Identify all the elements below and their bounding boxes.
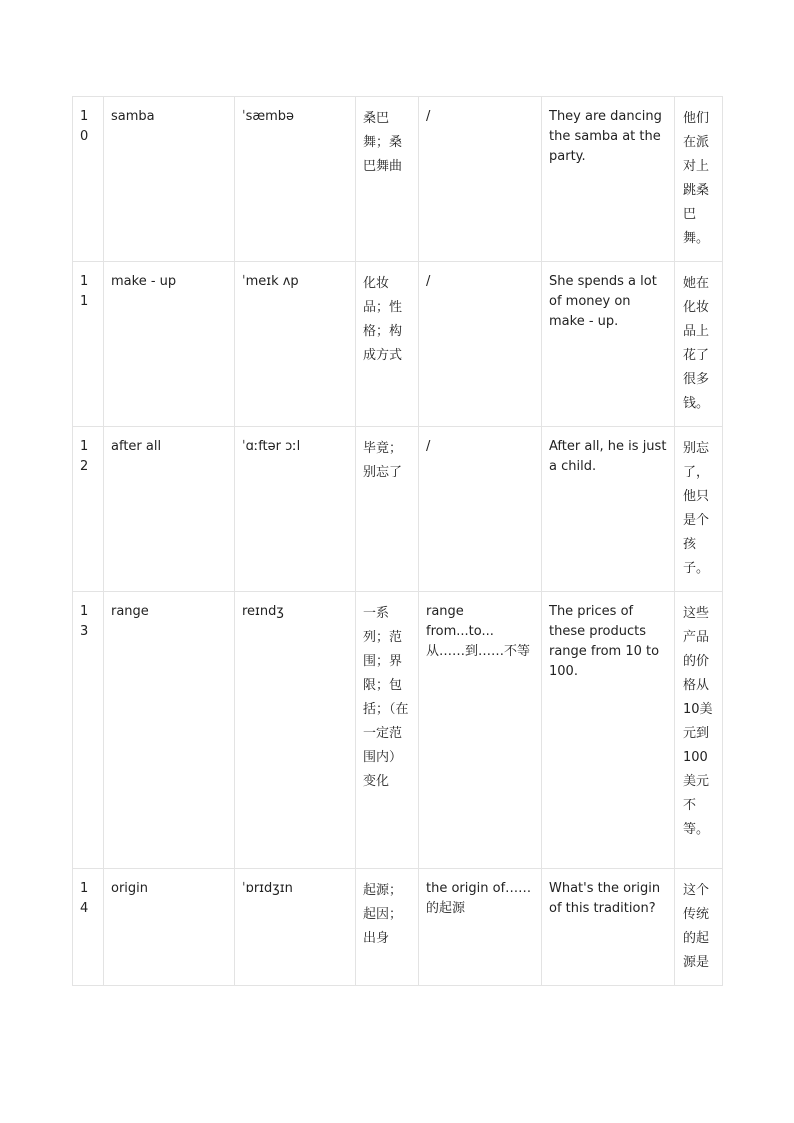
vocabulary-table bbox=[72, 96, 723, 986]
meaning-cell: 毕竟；别忘了 bbox=[356, 427, 419, 592]
phrase-cell: the origin of…… 的起源 bbox=[419, 869, 542, 986]
translation-cell: 这个传统的起源是 bbox=[675, 869, 723, 986]
phonetic-cell: ˈɑːftər ɔːl bbox=[235, 427, 356, 592]
phonetic-cell: ˈɒrɪdʒɪn bbox=[235, 869, 356, 986]
table-row bbox=[73, 869, 723, 986]
word-cell: origin bbox=[104, 869, 235, 986]
row-number: 14 bbox=[73, 869, 104, 986]
row-number: 13 bbox=[73, 592, 104, 869]
phrase-cell: / bbox=[419, 262, 542, 427]
word-cell: range bbox=[104, 592, 235, 869]
phrase-cell: / bbox=[419, 427, 542, 592]
phonetic-cell: ˈsæmbə bbox=[235, 97, 356, 262]
example-cell: What's the origin of this tradition? bbox=[542, 869, 675, 986]
row-number: 11 bbox=[73, 262, 104, 427]
table-row bbox=[73, 262, 723, 427]
translation-cell: 他们在派对上跳桑巴舞。 bbox=[675, 97, 723, 262]
meaning-cell: 化妆品；性格；构成方式 bbox=[356, 262, 419, 427]
meaning-cell: 一系列；范围；界限；包括；（在一定范围内）变化 bbox=[356, 592, 419, 869]
word-cell: after all bbox=[104, 427, 235, 592]
word-cell: samba bbox=[104, 97, 235, 262]
word-cell: make - up bbox=[104, 262, 235, 427]
table-row bbox=[73, 427, 723, 592]
phonetic-cell: reɪndʒ bbox=[235, 592, 356, 869]
phrase-cell: range from...to... 从……到……不等 bbox=[419, 592, 542, 869]
example-cell: After all, he is just a child. bbox=[542, 427, 675, 592]
translation-cell: 这些产品的价格从10美元到100美元不等。 bbox=[675, 592, 723, 869]
example-cell: They are dancing the samba at the party. bbox=[542, 97, 675, 262]
row-number: 12 bbox=[73, 427, 104, 592]
meaning-cell: 桑巴舞；桑巴舞曲 bbox=[356, 97, 419, 262]
example-cell: She spends a lot of money on make - up. bbox=[542, 262, 675, 427]
row-number: 10 bbox=[73, 97, 104, 262]
translation-cell: 她在化妆品上花了很多钱。 bbox=[675, 262, 723, 427]
translation-cell: 别忘了，他只是个孩子。 bbox=[675, 427, 723, 592]
meaning-cell: 起源；起因；出身 bbox=[356, 869, 419, 986]
phrase-cell: / bbox=[419, 97, 542, 262]
example-cell: The prices of these products range from 10 to 100. bbox=[542, 592, 675, 869]
phonetic-cell: ˈmeɪk ʌp bbox=[235, 262, 356, 427]
table-row bbox=[73, 592, 723, 869]
table-row bbox=[73, 97, 723, 262]
